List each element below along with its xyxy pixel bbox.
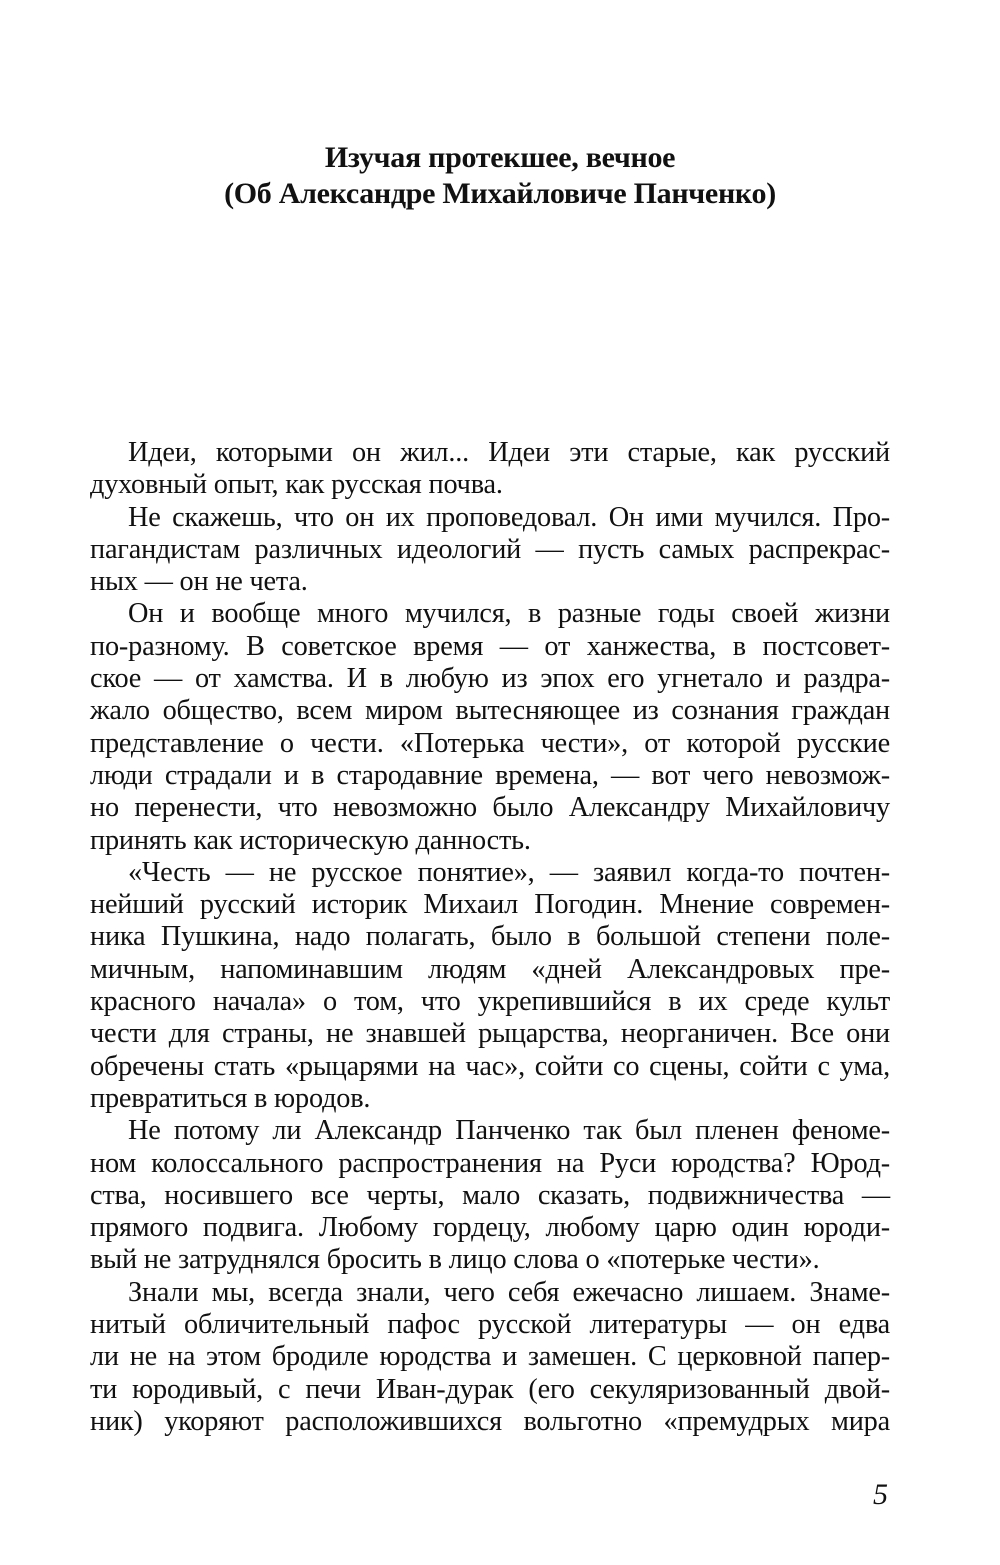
- chapter-title-line-1: Изучая протекшее, вечное: [324, 141, 676, 174]
- paragraph: [90, 502, 890, 599]
- chapter-title: [0, 140, 1000, 212]
- body-text: [90, 437, 890, 1438]
- text-line: Знали мы, всегда знали, чего себя ежечасно лишаем. Знаме-: [128, 1276, 890, 1308]
- text-line: ника Пушкина, надо полагать, было в большой степени поле-: [90, 921, 890, 953]
- paragraph: [90, 1115, 890, 1276]
- text-line: прямого подвига. Любому гордецу, любому царю один юроди-: [90, 1212, 890, 1244]
- text-line: ном колоссального распространения на Руси юродства? Юрод-: [90, 1147, 890, 1179]
- text-line: нитый обличительный пафос русской литературы — он едва: [90, 1309, 890, 1341]
- text-line: представление о чести. «Потерька чести», от которой русские: [90, 727, 890, 759]
- text-line: принять как историческую данность.: [90, 824, 531, 856]
- text-line: обречены стать «рыцарями на час», сойти со сцены, сойти с ума,: [90, 1050, 890, 1082]
- text-line: ли не на этом бродиле юродства и замешен. С церковной папер-: [90, 1341, 890, 1373]
- text-line: ское — от хамства. И в любую из эпох его угнетало и раздра-: [90, 663, 890, 695]
- text-line: вый не затруднялся бросить в лицо слова о «потерьке чести».: [90, 1244, 820, 1276]
- text-line: Он и вообще много мучился, в разные годы своей жизни: [128, 598, 890, 630]
- paragraph: [90, 598, 890, 856]
- text-line: мичным, напоминавшим людям «дней Александровых пре-: [90, 953, 890, 985]
- text-line: ства, носившего все черты, мало сказать, подвижничества —: [90, 1179, 890, 1211]
- text-line: пагандистам различных идеологий — пусть самых распрекрас-: [90, 533, 890, 565]
- text-line: но перенести, что невозможно было Александру Михайловичу: [90, 792, 890, 824]
- text-line: Не скажешь, что он их проповедовал. Он ими мучился. Про-: [128, 501, 890, 533]
- text-line: «Честь — не русское понятие», — заявил когда-то почтен-: [128, 856, 890, 888]
- text-line: по-разному. В советское время — от ханжества, в постсовет-: [90, 630, 890, 662]
- text-line: красного начала» о том, что укрепившийся в их среде культ: [90, 986, 890, 1018]
- text-line: Идеи, которыми он жил... Идеи эти старые, как русский: [128, 437, 890, 468]
- chapter-title-line-2: (Об Александре Михайловиче Панченко): [224, 177, 776, 210]
- paragraph: [90, 1277, 890, 1438]
- text-line: духовный опыт, как русская почва.: [90, 469, 503, 501]
- page-number: 5: [873, 1478, 888, 1511]
- text-line: Не потому ли Александр Панченко так был пленен феноме-: [128, 1115, 890, 1147]
- text-line: люди страдали и в стародавние времена, — вот чего невозмож-: [90, 759, 890, 791]
- text-line: чести для страны, не знавшей рыцарства, неорганичен. Все они: [90, 1018, 890, 1050]
- text-line: жало общество, всем миром вытесняющее из сознания граждан: [90, 695, 890, 727]
- paragraph: [90, 857, 890, 1115]
- text-line: нейший русский историк Михаил Погодин. Мнение современ-: [90, 889, 890, 921]
- text-line: ти юродивый, с печи Иван-дурак (его секуляризованный двой-: [90, 1373, 890, 1405]
- text-line: превратиться в юродов.: [90, 1082, 371, 1114]
- paragraph: [90, 437, 890, 502]
- text-line: ник) укоряют расположившихся вольготно «премудрых мира: [90, 1405, 890, 1437]
- text-line: ных — он не чета.: [90, 566, 308, 598]
